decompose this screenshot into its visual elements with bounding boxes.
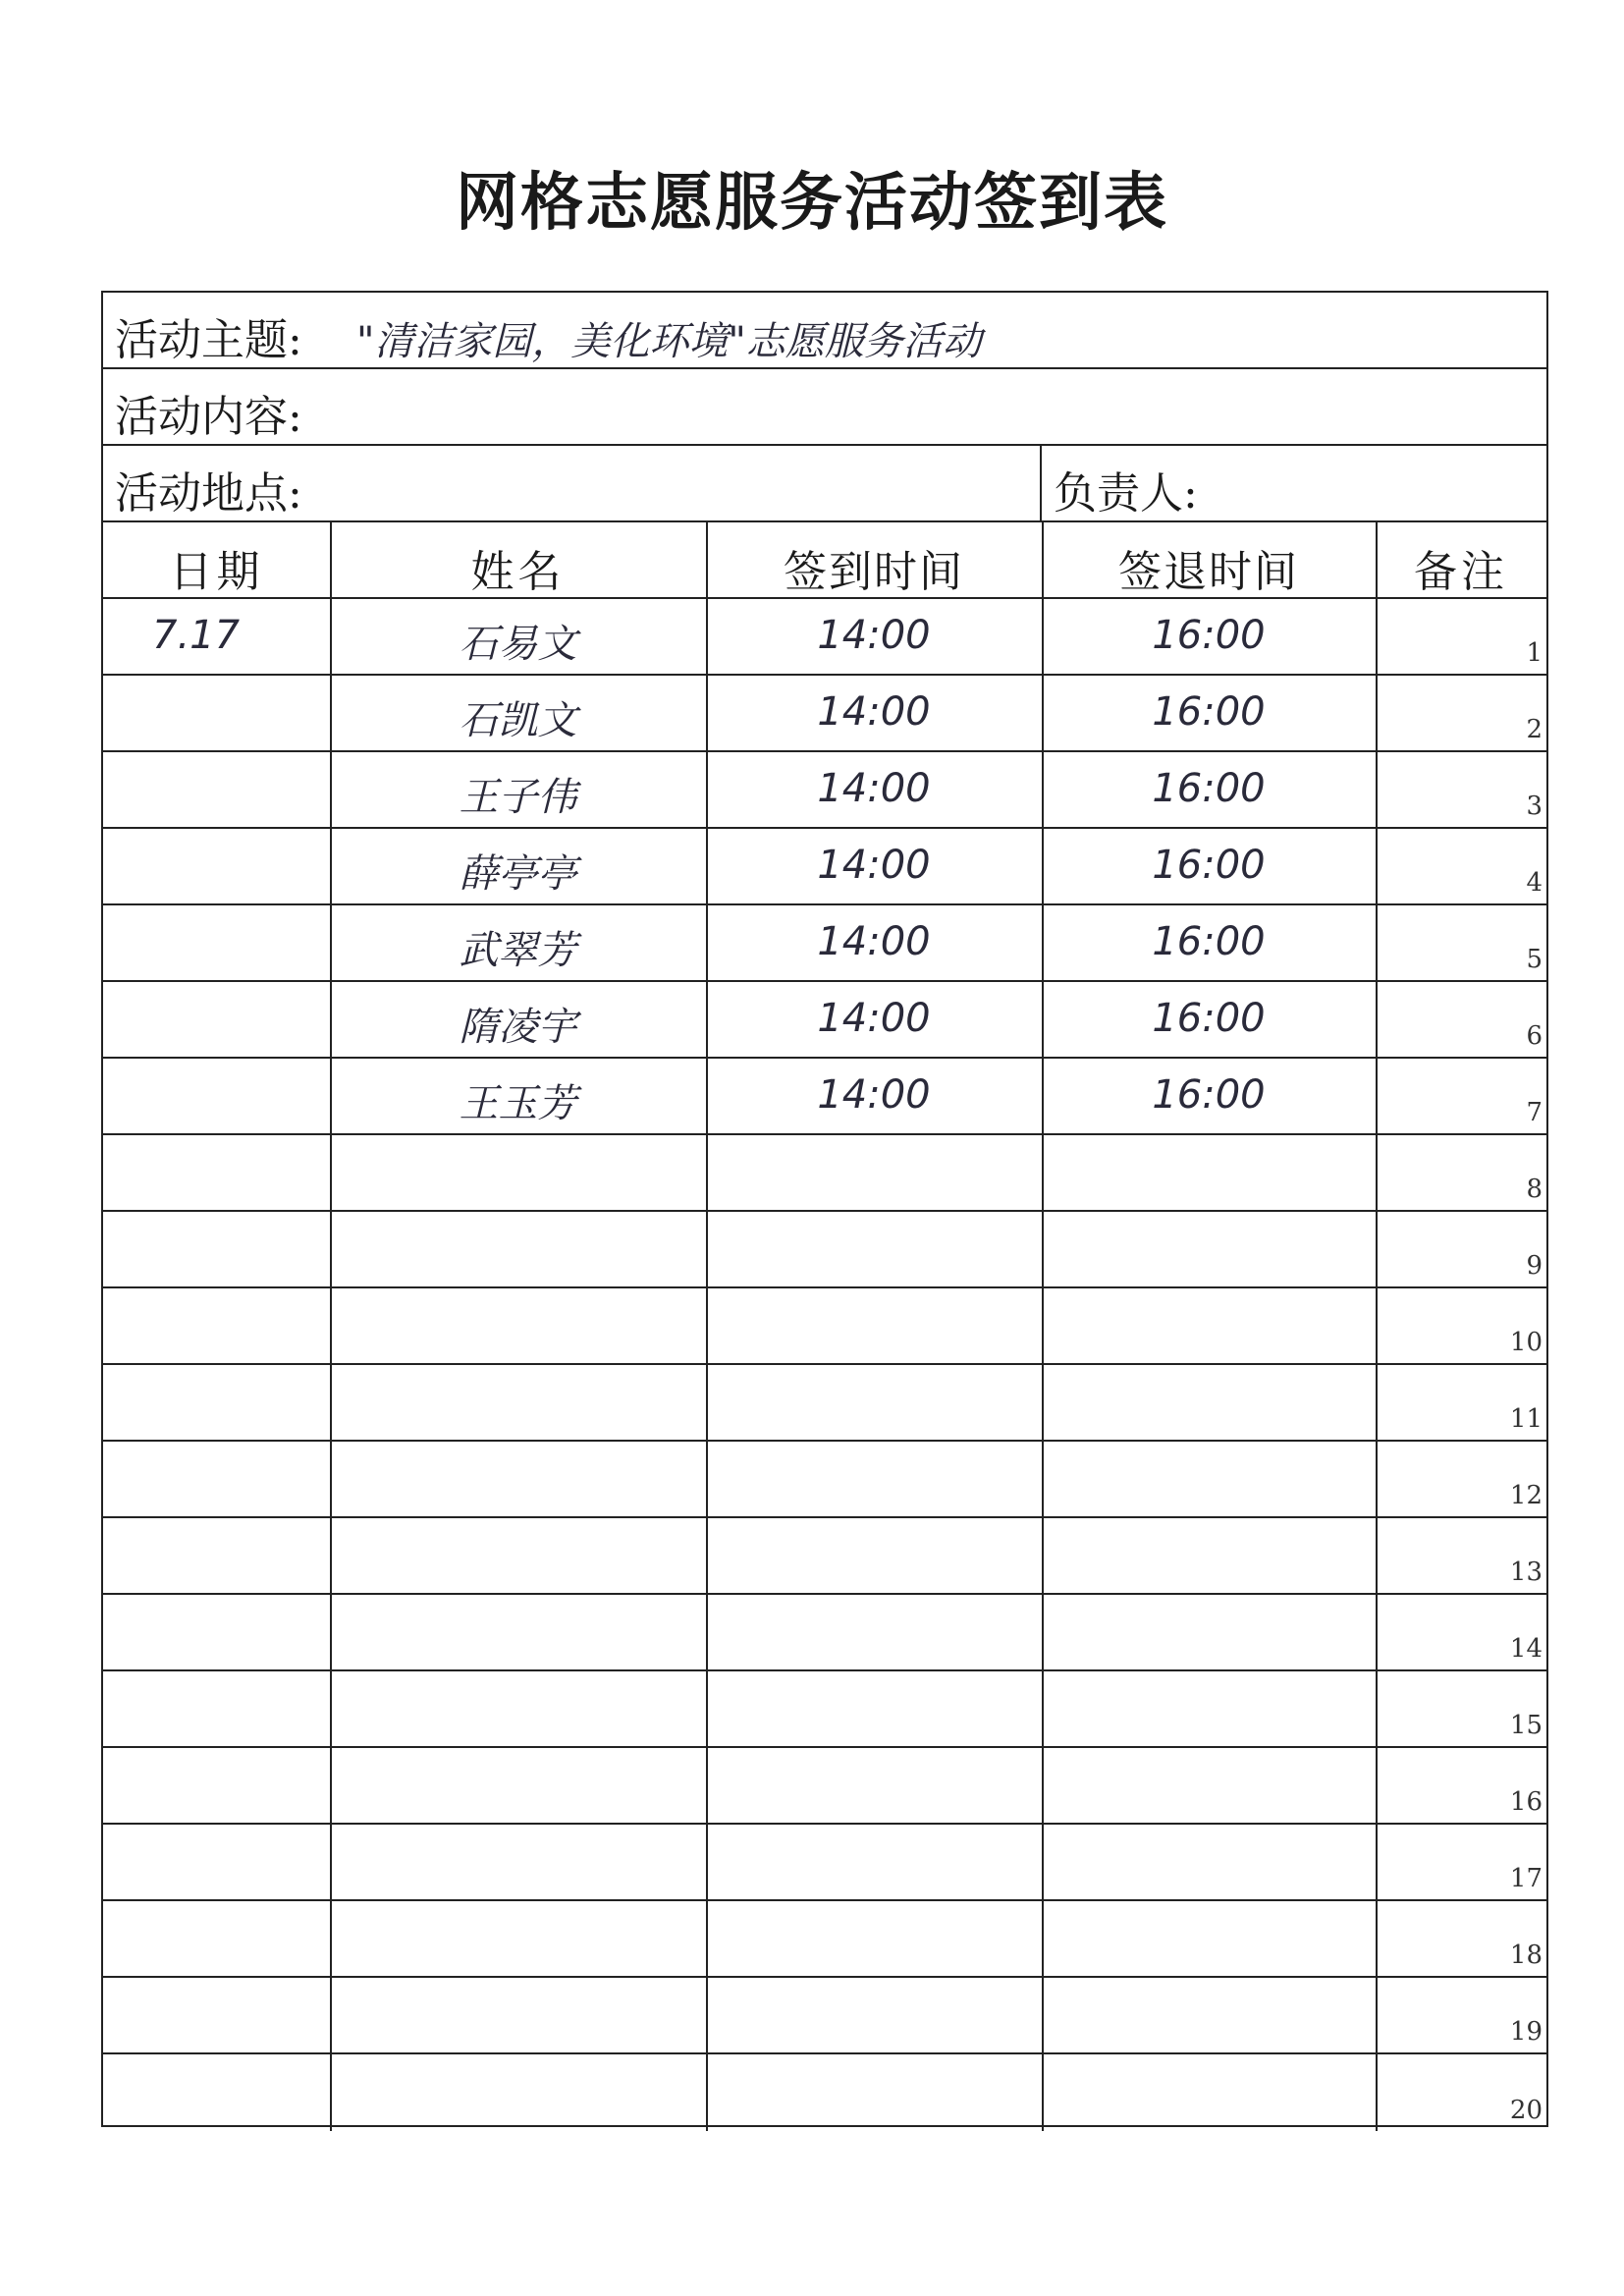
col-divider [1042, 752, 1044, 827]
sign-in-value: 14:00 [817, 1072, 931, 1118]
name-value: 薛亭亭 [459, 851, 577, 897]
cell-name [330, 829, 706, 903]
name-value: 王子伟 [459, 775, 577, 820]
col-divider [706, 752, 708, 827]
row-number: 10 [1509, 1328, 1543, 1357]
cell-remark [1376, 1748, 1546, 1823]
col-divider [1042, 829, 1044, 903]
col-divider [706, 829, 708, 903]
table-row [103, 1595, 1546, 1671]
row-number: 13 [1509, 1558, 1543, 1587]
cell-name [330, 905, 706, 980]
col-divider [1376, 1825, 1378, 1899]
date-value: 7.17 [152, 613, 241, 658]
row-number: 8 [1526, 1175, 1543, 1204]
sign-in-value: 14:00 [817, 996, 931, 1041]
cell-sign-in [706, 829, 1042, 903]
col-divider [706, 1978, 708, 2052]
col-divider [706, 905, 708, 980]
row-number: 17 [1509, 1864, 1543, 1893]
col-divider [330, 1442, 332, 1516]
col-divider [1042, 599, 1044, 674]
cell-date [103, 1748, 330, 1823]
cell-name [330, 1595, 706, 1669]
cell-date [103, 1518, 330, 1593]
col-divider [1376, 1365, 1378, 1440]
cell-sign-out [1042, 905, 1376, 980]
name-value: 石易文 [459, 622, 577, 667]
col-divider [706, 982, 708, 1057]
content-label: 活动内容: [115, 392, 302, 442]
col-divider [706, 1671, 708, 1746]
table-row [103, 1288, 1546, 1365]
col-divider [1376, 599, 1378, 674]
location-divider [1040, 446, 1042, 520]
sign-in-sheet [101, 291, 1548, 2127]
col-divider [330, 829, 332, 903]
cell-remark [1376, 1825, 1546, 1899]
row-number: 11 [1509, 1404, 1543, 1434]
cell-sign-out [1042, 1365, 1376, 1440]
row-number: 6 [1526, 1021, 1543, 1051]
table-row [103, 1135, 1546, 1212]
col-divider [1376, 1748, 1378, 1823]
cell-date [103, 1135, 330, 1210]
col-divider [1042, 522, 1044, 597]
row-number: 18 [1509, 1941, 1543, 1970]
col-divider [1376, 829, 1378, 903]
cell-sign-out [1042, 752, 1376, 827]
content-row [103, 369, 1546, 446]
header-sign-in-text: 签到时间 [784, 547, 964, 597]
cell-name [330, 1288, 706, 1363]
cell-date [103, 1595, 330, 1669]
cell-name [330, 676, 706, 750]
cell-sign-in [706, 1671, 1042, 1746]
col-divider [706, 2054, 708, 2131]
table-row [103, 1825, 1546, 1901]
cell-name [330, 982, 706, 1057]
col-divider [1376, 1671, 1378, 1746]
col-divider [1376, 1212, 1378, 1286]
row-number: 20 [1509, 2096, 1543, 2125]
col-divider [330, 1212, 332, 1286]
table-row [103, 752, 1546, 829]
col-divider [330, 676, 332, 750]
name-value: 王玉芳 [459, 1081, 577, 1126]
col-divider [1376, 1978, 1378, 2052]
cell-sign-in [706, 1978, 1042, 2052]
table-header-row [103, 522, 1546, 599]
col-divider [1042, 1442, 1044, 1516]
col-divider [330, 1288, 332, 1363]
col-divider [1376, 1901, 1378, 1976]
col-divider [1042, 905, 1044, 980]
sign-out-value: 16:00 [1152, 919, 1266, 964]
table-row [103, 1212, 1546, 1288]
cell-sign-out [1042, 2054, 1376, 2131]
cell-name [330, 1825, 706, 1899]
col-divider [330, 599, 332, 674]
col-divider [1042, 2054, 1044, 2131]
col-divider [330, 1901, 332, 1976]
row-number: 14 [1509, 1634, 1543, 1664]
table-row [103, 2054, 1546, 2131]
cell-sign-in [706, 982, 1042, 1057]
cell-date [103, 1901, 330, 1976]
row-number: 19 [1509, 2017, 1543, 2047]
cell-sign-out [1042, 676, 1376, 750]
header-name [330, 522, 706, 597]
col-divider [1042, 1748, 1044, 1823]
header-sign-in [706, 522, 1042, 597]
cell-remark [1376, 1901, 1546, 1976]
col-divider [1376, 676, 1378, 750]
cell-remark [1376, 676, 1546, 750]
col-divider [706, 1748, 708, 1823]
sign-out-value: 16:00 [1152, 1072, 1266, 1118]
cell-remark [1376, 1595, 1546, 1669]
cell-date [103, 676, 330, 750]
col-divider [330, 2054, 332, 2131]
cell-date [103, 1825, 330, 1899]
sign-out-value: 16:00 [1152, 766, 1266, 811]
cell-date [103, 599, 330, 674]
cell-name [330, 599, 706, 674]
cell-remark [1376, 752, 1546, 827]
col-divider [706, 1595, 708, 1669]
cell-sign-out [1042, 1518, 1376, 1593]
cell-date [103, 2054, 330, 2131]
table-row [103, 1059, 1546, 1135]
cell-sign-out [1042, 599, 1376, 674]
cell-sign-out [1042, 1288, 1376, 1363]
sign-in-value: 14:00 [817, 766, 931, 811]
cell-remark [1376, 1442, 1546, 1516]
col-divider [1376, 1135, 1378, 1210]
col-divider [330, 1518, 332, 1593]
col-divider [330, 1671, 332, 1746]
cell-date [103, 1365, 330, 1440]
cell-name [330, 1518, 706, 1593]
cell-remark [1376, 905, 1546, 980]
col-divider [706, 599, 708, 674]
col-divider [1376, 982, 1378, 1057]
col-divider [330, 752, 332, 827]
col-divider [706, 1212, 708, 1286]
header-name-text: 姓名 [470, 547, 566, 597]
col-divider [1376, 522, 1378, 597]
col-divider [330, 1059, 332, 1133]
cell-name [330, 1135, 706, 1210]
row-number: 12 [1509, 1481, 1543, 1510]
cell-sign-out [1042, 1595, 1376, 1669]
cell-remark [1376, 599, 1546, 674]
cell-date [103, 905, 330, 980]
sign-in-value: 14:00 [817, 613, 931, 658]
cell-sign-out [1042, 1212, 1376, 1286]
row-number: 7 [1526, 1098, 1543, 1127]
col-divider [706, 1135, 708, 1210]
cell-remark [1376, 1059, 1546, 1133]
cell-name [330, 1748, 706, 1823]
leader-label: 负责人: [1054, 468, 1198, 519]
col-divider [706, 676, 708, 750]
table-row [103, 1442, 1546, 1518]
header-sign-out [1042, 522, 1376, 597]
cell-sign-out [1042, 829, 1376, 903]
header-sign-out-text: 签退时间 [1118, 547, 1299, 597]
cell-sign-in [706, 1748, 1042, 1823]
name-value: 隋凌宇 [459, 1005, 577, 1050]
col-divider [1042, 1135, 1044, 1210]
theme-label: 活动主题: [115, 315, 302, 365]
cell-sign-in [706, 1442, 1042, 1516]
table-row [103, 905, 1546, 982]
row-number: 3 [1526, 792, 1543, 821]
col-divider [1376, 752, 1378, 827]
cell-sign-out [1042, 1901, 1376, 1976]
sign-in-value: 14:00 [817, 919, 931, 964]
row-number: 16 [1509, 1787, 1543, 1817]
table-row [103, 1671, 1546, 1748]
cell-sign-in [706, 1059, 1042, 1133]
sign-out-value: 16:00 [1152, 613, 1266, 658]
cell-sign-in [706, 752, 1042, 827]
row-number: 2 [1526, 715, 1543, 744]
cell-sign-in [706, 599, 1042, 674]
cell-sign-in [706, 1135, 1042, 1210]
cell-date [103, 829, 330, 903]
row-number: 5 [1526, 945, 1543, 974]
col-divider [706, 1825, 708, 1899]
row-number: 4 [1526, 868, 1543, 898]
sign-out-value: 16:00 [1152, 996, 1266, 1041]
location-row [103, 446, 1546, 522]
cell-name [330, 1901, 706, 1976]
name-value: 石凯文 [459, 698, 577, 743]
col-divider [1042, 1365, 1044, 1440]
col-divider [1042, 1978, 1044, 2052]
col-divider [330, 1825, 332, 1899]
row-number: 9 [1526, 1251, 1543, 1281]
col-divider [330, 982, 332, 1057]
row-number: 15 [1509, 1711, 1543, 1740]
cell-remark [1376, 1365, 1546, 1440]
col-divider [1042, 1671, 1044, 1746]
cell-sign-in [706, 1901, 1042, 1976]
col-divider [1042, 1595, 1044, 1669]
sign-out-value: 16:00 [1152, 689, 1266, 735]
cell-name [330, 2054, 706, 2131]
table-row [103, 829, 1546, 905]
cell-name [330, 1212, 706, 1286]
cell-remark [1376, 1212, 1546, 1286]
col-divider [1376, 1288, 1378, 1363]
cell-remark [1376, 1978, 1546, 2052]
table-row [103, 1365, 1546, 1442]
cell-name [330, 752, 706, 827]
cell-date [103, 1288, 330, 1363]
cell-name [330, 1365, 706, 1440]
col-divider [330, 1748, 332, 1823]
cell-sign-out [1042, 1978, 1376, 2052]
col-divider [1042, 982, 1044, 1057]
col-divider [706, 1442, 708, 1516]
page-title: 网格志愿服务活动签到表 [456, 167, 1168, 240]
theme-row [103, 293, 1546, 369]
col-divider [1042, 1901, 1044, 1976]
cell-name [330, 1978, 706, 2052]
sign-in-value: 14:00 [817, 689, 931, 735]
cell-sign-in [706, 1518, 1042, 1593]
cell-date [103, 1059, 330, 1133]
cell-date [103, 1442, 330, 1516]
col-divider [706, 1901, 708, 1976]
cell-remark [1376, 1135, 1546, 1210]
col-divider [330, 522, 332, 597]
col-divider [1376, 1442, 1378, 1516]
col-divider [706, 1059, 708, 1133]
location-label: 活动地点: [115, 468, 302, 519]
cell-sign-in [706, 1595, 1042, 1669]
table-row [103, 676, 1546, 752]
col-divider [1042, 1059, 1044, 1133]
cell-sign-out [1042, 1825, 1376, 1899]
cell-sign-out [1042, 982, 1376, 1057]
cell-sign-in [706, 1212, 1042, 1286]
cell-sign-in [706, 1365, 1042, 1440]
col-divider [1042, 1212, 1044, 1286]
table-row [103, 982, 1546, 1059]
cell-date [103, 1978, 330, 2052]
header-date-text: 日期 [169, 547, 264, 597]
name-value: 武翠芳 [459, 928, 577, 973]
cell-date [103, 1671, 330, 1746]
col-divider [1376, 2054, 1378, 2131]
cell-remark [1376, 1288, 1546, 1363]
col-divider [1042, 1288, 1044, 1363]
col-divider [706, 1365, 708, 1440]
cell-sign-out [1042, 1748, 1376, 1823]
cell-sign-out [1042, 1135, 1376, 1210]
cell-sign-in [706, 1825, 1042, 1899]
cell-remark [1376, 982, 1546, 1057]
col-divider [330, 1135, 332, 1210]
col-divider [330, 905, 332, 980]
col-divider [330, 1978, 332, 2052]
sign-out-value: 16:00 [1152, 843, 1266, 888]
table-row [103, 1901, 1546, 1978]
cell-name [330, 1671, 706, 1746]
cell-date [103, 752, 330, 827]
col-divider [1376, 1518, 1378, 1593]
header-remark [1376, 522, 1546, 597]
cell-sign-in [706, 2054, 1042, 2131]
sign-in-value: 14:00 [817, 843, 931, 888]
table-row [103, 1518, 1546, 1595]
cell-name [330, 1059, 706, 1133]
col-divider [706, 522, 708, 597]
cell-remark [1376, 829, 1546, 903]
col-divider [1376, 905, 1378, 980]
cell-sign-out [1042, 1059, 1376, 1133]
cell-name [330, 1442, 706, 1516]
cell-remark [1376, 1671, 1546, 1746]
cell-sign-out [1042, 1671, 1376, 1746]
theme-value: "清洁家园，美化环境"志愿服务活动 [356, 319, 982, 364]
col-divider [706, 1288, 708, 1363]
table-row [103, 1978, 1546, 2054]
cell-sign-in [706, 905, 1042, 980]
cell-sign-in [706, 676, 1042, 750]
col-divider [330, 1365, 332, 1440]
col-divider [1042, 1825, 1044, 1899]
cell-remark [1376, 1518, 1546, 1593]
header-remark-text: 备注 [1414, 547, 1508, 597]
col-divider [706, 1518, 708, 1593]
cell-date [103, 1212, 330, 1286]
col-divider [1376, 1059, 1378, 1133]
table-row [103, 599, 1546, 676]
row-number: 1 [1526, 638, 1543, 668]
col-divider [1042, 1518, 1044, 1593]
col-divider [1042, 676, 1044, 750]
cell-date [103, 982, 330, 1057]
col-divider [1376, 1595, 1378, 1669]
cell-sign-in [706, 1288, 1042, 1363]
table-row [103, 1748, 1546, 1825]
cell-remark [1376, 2054, 1546, 2131]
col-divider [330, 1595, 332, 1669]
cell-sign-out [1042, 1442, 1376, 1516]
header-date [103, 522, 330, 597]
